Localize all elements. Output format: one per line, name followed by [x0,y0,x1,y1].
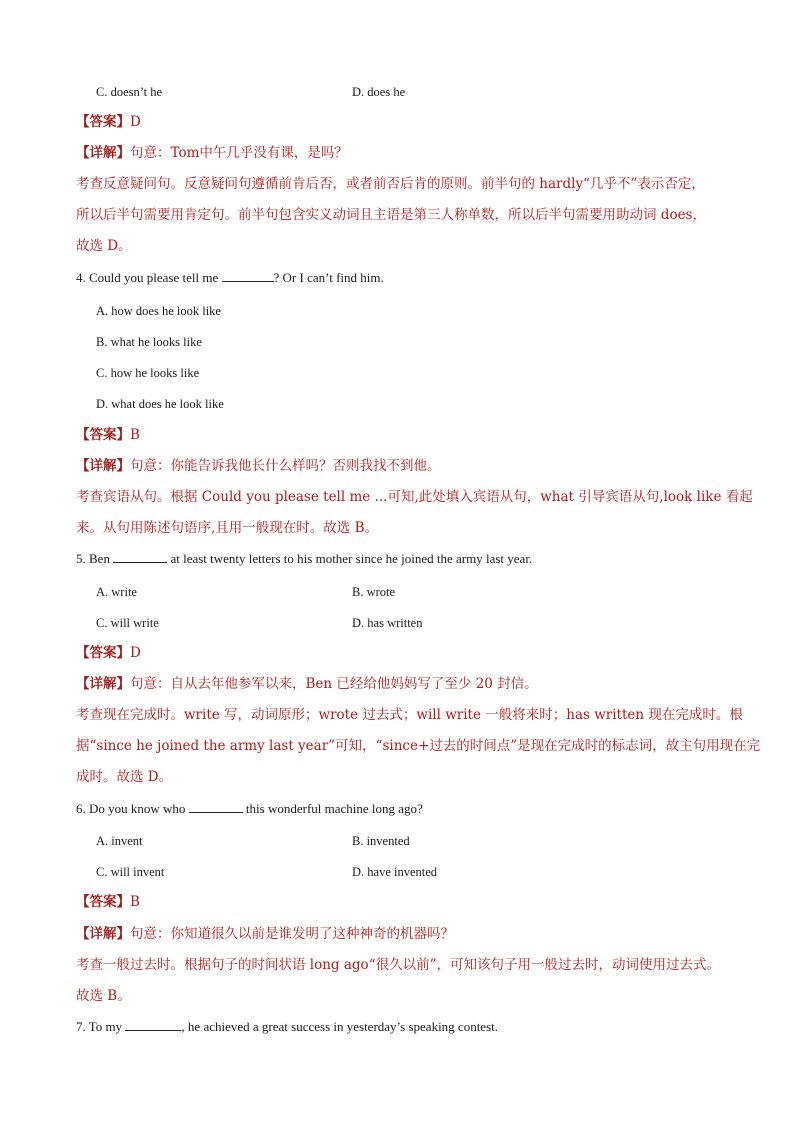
q6-explanation-line2: 故选 B。 [76,988,131,1004]
q5-option-a: A. write [96,585,137,599]
q6-detail: 【详解】句意：你知道很久以前是谁发明了这种神奇的机器吗？ [76,926,454,942]
q4-stem: 4. Could you please tell me ? Or I can’t find him. [76,270,384,285]
q4-answer: 【答案】B [76,427,140,443]
q5-blank [113,550,167,563]
q5-answer: 【答案】D [76,645,141,661]
q6-blank [189,800,243,813]
q3-explanation-line3: 故选 D。 [76,238,132,254]
q3-explanation-line1: 考查反意疑问句。反意疑问句遵循前肯后否，或者前否后肯的原则。前半句的 hardly“几乎不”表示否定， [76,176,705,192]
q4-option-c: C. how he looks like [96,366,200,380]
q3-detail: 【详解】句意：Tom中午几乎没有课，是吗？ [76,145,348,161]
q3-answer: 【答案】D [76,114,141,130]
q3-option-c: C. doesn’t he [96,85,163,99]
q3-explanation-line2: 所以后半句需要用肯定句。前半句包含实义动词且主语是第三人称单数，所以后半句需要用助动词 does， [76,207,706,223]
q6-explanation-line1: 考查一般过去时。根据句子的时间状语 long ago“很久以前”，可知该句子用一般过去时，动词使用过去式。 [76,957,720,973]
q5-explanation-line2: 据“since he joined the army last year”可知，“since+过去的时间点”是现在完成时的标志词，故主句用现在完 [76,738,761,754]
q7-stem: 7. To my , he achieved a great success in yesterday’s speaking contest. [76,1019,498,1034]
q4-explanation-line1: 考查宾语从句。根据 Could you please tell me ...可知,此处填入宾语从句，what 引导宾语从句,look like 看起 [76,489,753,505]
q4-option-a: A. how does he look like [96,304,221,318]
q3-option-d: D. does he [352,85,406,99]
q5-detail: 【详解】句意：自从去年他参军以来，Ben 已经给他妈妈写了至少 20 封信。 [76,676,538,692]
q4-detail: 【详解】句意：你能告诉我他长什么样吗？否则我找不到他。 [76,458,441,474]
q6-answer: 【答案】B [76,894,140,910]
q5-stem: 5. Ben at least twenty letters to his mother since he joined the army last year. [76,551,533,566]
q6-option-d: D. have invented [352,865,438,879]
q6-option-c: C. will invent [96,865,165,879]
q5-option-b: B. wrote [352,585,396,599]
q6-option-a: A. invent [96,834,143,848]
q4-blank [222,269,274,282]
q6-stem: 6. Do you know who this wonderful machine long ago? [76,801,423,816]
q5-option-c: C. will write [96,616,159,630]
q5-explanation-line1: 考查现在完成时。write 写，动词原形；wrote 过去式；will write 一般将来时；has written 现在完成时。根 [76,707,743,723]
q4-option-d: D. what does he look like [96,397,224,411]
q5-explanation-line3: 成时。故选 D。 [76,769,173,785]
q4-option-b: B. what he looks like [96,335,202,349]
q5-option-d: D. has written [352,616,423,630]
q7-blank [125,1018,181,1031]
q4-explanation-line2: 来。从句用陈述句语序,且用一般现在时。故选 B。 [76,520,379,536]
q6-option-b: B. invented [352,834,410,848]
